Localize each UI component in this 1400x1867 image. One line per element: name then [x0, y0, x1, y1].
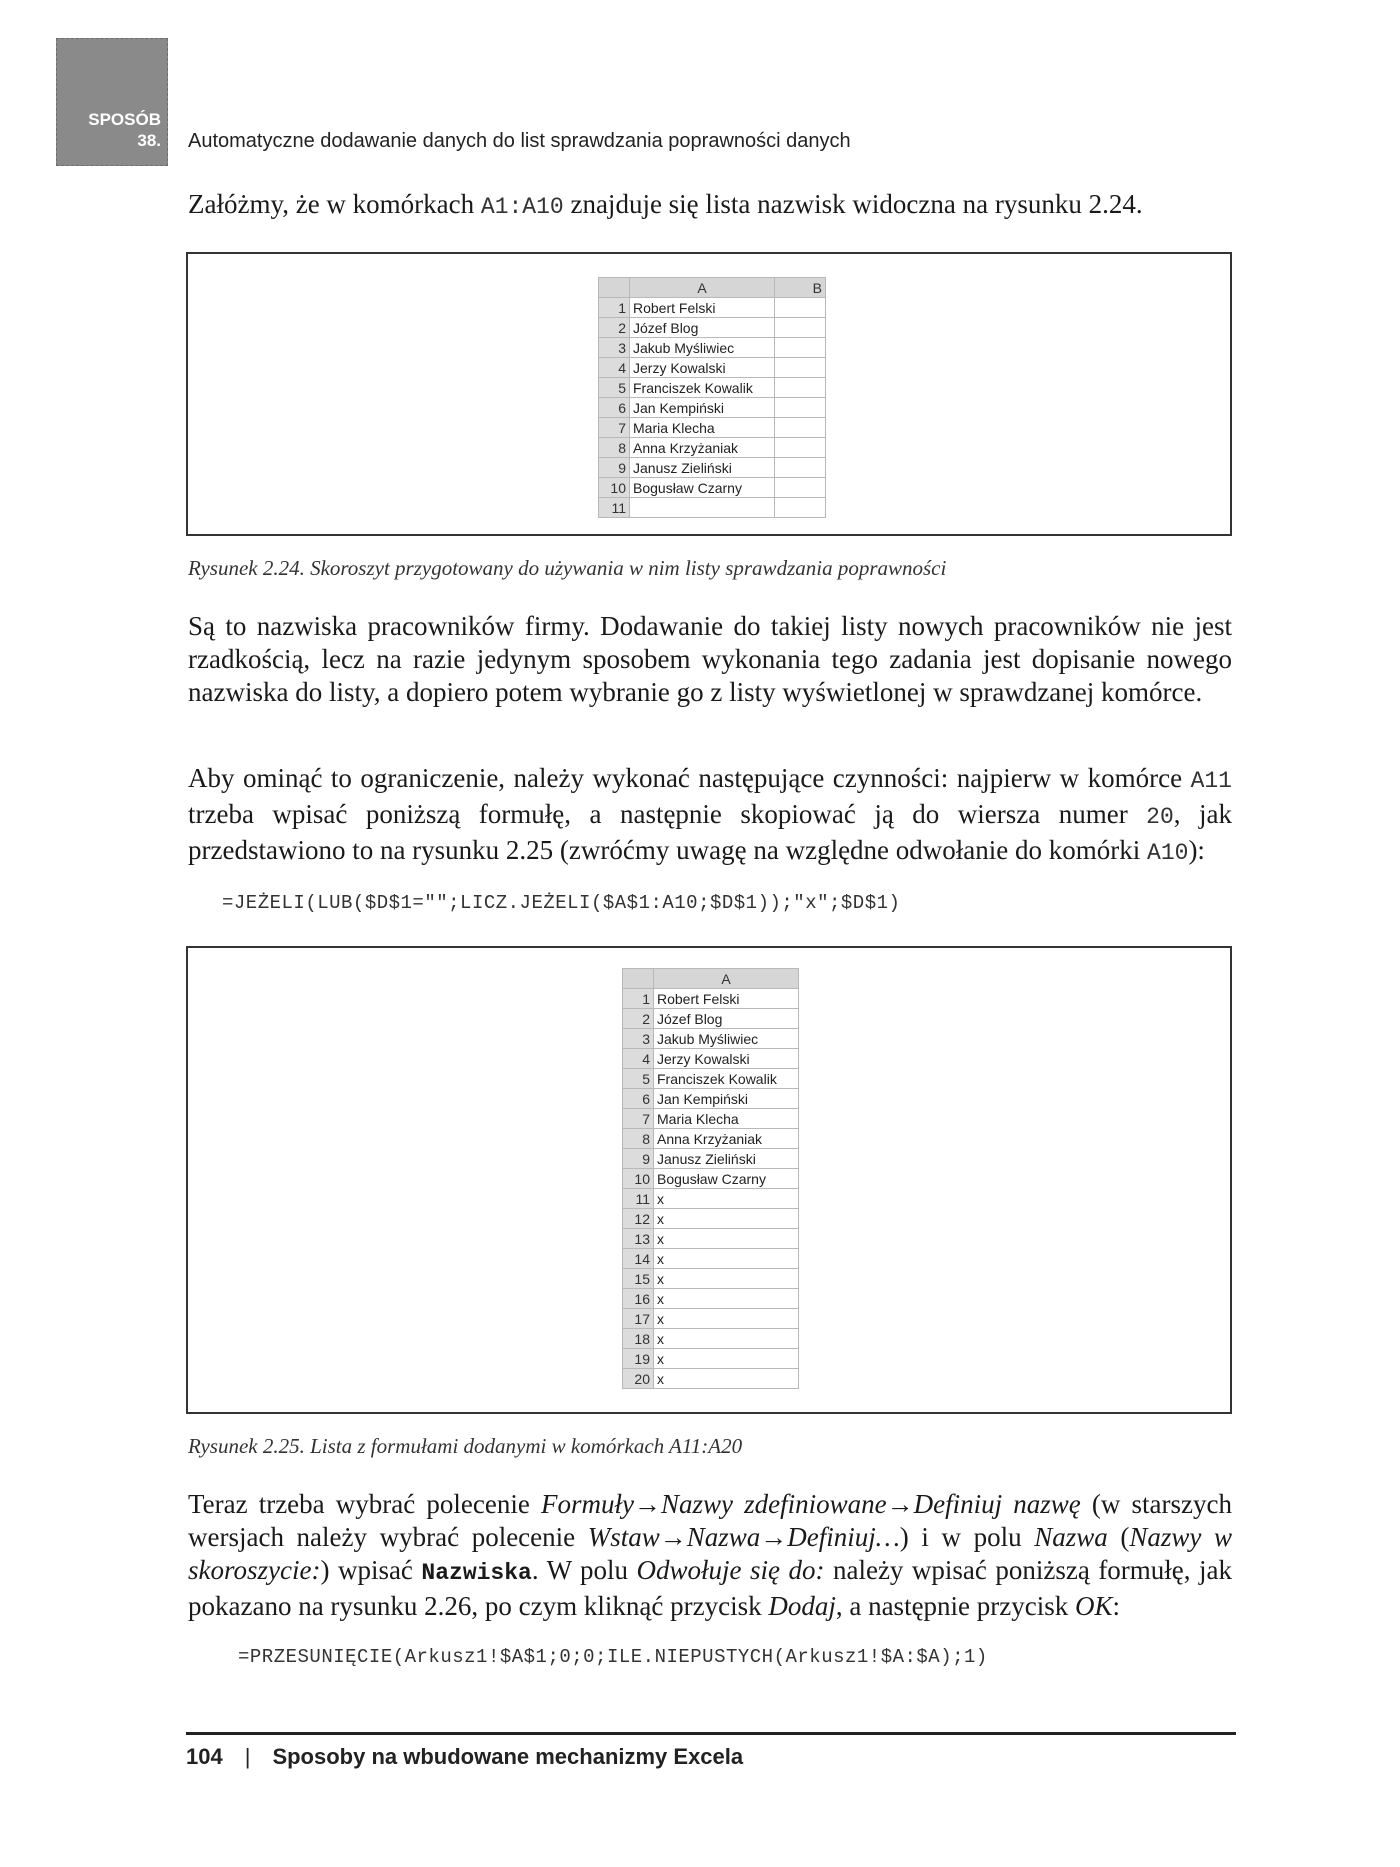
cell-a: x: [654, 1229, 799, 1249]
sheet-row: [599, 318, 826, 338]
row-header: 8: [599, 438, 630, 458]
column-header-b: B: [775, 278, 826, 298]
text: trzeba wpisać poniższą formułę, a następnie skopiować ją do wiersza numer: [188, 799, 1147, 829]
sheet-row: [623, 1069, 799, 1089]
row-header: 18: [623, 1329, 654, 1349]
sheet-row: [623, 1309, 799, 1329]
sheet-row: [623, 1029, 799, 1049]
row-header: 11: [623, 1189, 654, 1209]
corner-cell: [623, 969, 654, 989]
cell-a: x: [654, 1329, 799, 1349]
cell-a: Józef Blog: [654, 1009, 799, 1029]
paragraph-body-4: [188, 1488, 1232, 1623]
tab-label-line2: 38.: [137, 131, 161, 150]
cell-a: Franciszek Kowalik: [630, 378, 775, 398]
row-header: 7: [599, 418, 630, 438]
cell-a: Jakub Myśliwiec: [630, 338, 775, 358]
button-name: Dodaj: [768, 1591, 836, 1621]
figure-2-24: [186, 252, 1232, 536]
row-header: 20: [623, 1369, 654, 1389]
cell-a: Jan Kempiński: [654, 1089, 799, 1109]
paragraph-intro: [188, 188, 1232, 224]
sheet-row: [623, 1189, 799, 1209]
field-name: Nazwy w skoroszycie:: [188, 1522, 1232, 1585]
sheet-row: [623, 1289, 799, 1309]
text: (: [1107, 1522, 1130, 1552]
column-header-row: [599, 278, 826, 298]
cell-a: Robert Felski: [630, 298, 775, 318]
row-header: 6: [623, 1089, 654, 1109]
cell-a: [630, 498, 775, 518]
row-header: 5: [623, 1069, 654, 1089]
cell-a: Bogusław Czarny: [654, 1169, 799, 1189]
cell-b: [775, 478, 826, 498]
row-header: 1: [623, 989, 654, 1009]
cell-b: [775, 298, 826, 318]
row-header: 3: [599, 338, 630, 358]
page-number: 104: [186, 1744, 223, 1769]
cell-a: x: [654, 1269, 799, 1289]
footer-separator: |: [244, 1744, 251, 1769]
cell-a: x: [654, 1349, 799, 1369]
page-footer: [186, 1744, 743, 1770]
text: . W polu: [531, 1555, 637, 1585]
range-name: Nazwiska: [421, 1560, 532, 1586]
row-header: 6: [599, 398, 630, 418]
row-header: 7: [623, 1109, 654, 1129]
sheet-row: [599, 378, 826, 398]
cell-a: x: [654, 1289, 799, 1309]
sheet-row: [599, 438, 826, 458]
row-header: 19: [623, 1349, 654, 1369]
row-header: 10: [599, 478, 630, 498]
running-head: Automatyczne dodawanie danych do list sprawdzania poprawności danych: [188, 130, 851, 152]
cell-ref: A1:A10: [480, 194, 564, 220]
sheet-row: [599, 338, 826, 358]
spreadsheet-figure-2: [622, 968, 799, 1389]
text: Teraz trzeba wybrać polecenie: [188, 1489, 541, 1519]
tab-label-line1: SPOSÓB: [88, 110, 161, 129]
row-header: 10: [623, 1169, 654, 1189]
column-header-a: A: [630, 278, 775, 298]
row-header: 16: [623, 1289, 654, 1309]
text: :: [1112, 1591, 1121, 1621]
row-header: 8: [623, 1129, 654, 1149]
button-name: OK: [1075, 1591, 1113, 1621]
row-header: 5: [599, 378, 630, 398]
chapter-tab: [56, 38, 168, 166]
sheet-row: [623, 1129, 799, 1149]
text: ):: [1188, 835, 1205, 865]
sheet-row: [623, 1009, 799, 1029]
corner-cell: [599, 278, 630, 298]
cell-a: Jerzy Kowalski: [654, 1049, 799, 1069]
paragraph-body-3: [188, 762, 1232, 870]
sheet-row: [623, 1369, 799, 1389]
figure-2-25: [186, 946, 1232, 1414]
book-title: Sposoby na wbudowane mechanizmy Excela: [272, 1744, 744, 1769]
cell-a: Jerzy Kowalski: [630, 358, 775, 378]
sheet-row: [623, 1269, 799, 1289]
cell-ref: A10: [1147, 840, 1189, 866]
row-header: 9: [599, 458, 630, 478]
cell-b: [775, 398, 826, 418]
text: Aby ominąć to ograniczenie, należy wykonać następujące czynności: najpierw w komórce: [188, 763, 1191, 793]
sheet-row: [599, 358, 826, 378]
column-header-row: [623, 969, 799, 989]
text: Załóżmy, że w komórkach: [188, 189, 481, 219]
cell-a: x: [654, 1189, 799, 1209]
row-header: 2: [623, 1009, 654, 1029]
cell-b: [775, 498, 826, 518]
menu-path: Wstaw→Nazwa→Definiuj…: [587, 1522, 900, 1552]
cell-a: Jan Kempiński: [630, 398, 775, 418]
sheet-row: [623, 1149, 799, 1169]
cell-a: x: [654, 1369, 799, 1389]
sheet-row: [623, 1089, 799, 1109]
text: należy wpisać poniższą formułę, jak pokazano na rysunku 2.26, po czym kliknąć przycisk: [188, 1555, 1233, 1621]
sheet-row: [599, 458, 826, 478]
sheet-row: [623, 1169, 799, 1189]
row-header: 15: [623, 1269, 654, 1289]
cell-b: [775, 378, 826, 398]
sheet-row: [623, 989, 799, 1009]
sheet-row: [623, 1329, 799, 1349]
row-header: 13: [623, 1229, 654, 1249]
cell-b: [775, 438, 826, 458]
row-header: 2: [599, 318, 630, 338]
row-header: 14: [623, 1249, 654, 1269]
spreadsheet-figure-1: [598, 277, 826, 518]
cell-a: Franciszek Kowalik: [654, 1069, 799, 1089]
sheet-row: [623, 1349, 799, 1369]
cell-a: Janusz Zieliński: [630, 458, 775, 478]
menu-path: Formuły→Nazwy zdefiniowane→Definiuj nazwę: [540, 1489, 1081, 1519]
sheet-row: [599, 478, 826, 498]
cell-a: Maria Klecha: [654, 1109, 799, 1129]
cell-a: Anna Krzyżaniak: [630, 438, 775, 458]
formula-jezeli: =JEŻELI(LUB($D$1="";LICZ.JEŻELI($A$1:A10;$D$1));"x";$D$1): [222, 892, 901, 914]
column-header-a: A: [654, 969, 799, 989]
row-header: 3: [623, 1029, 654, 1049]
cell-b: [775, 358, 826, 378]
row-header: 17: [623, 1309, 654, 1329]
row-header: 1: [599, 298, 630, 318]
row-number: 20: [1146, 804, 1174, 830]
cell-a: Janusz Zieliński: [654, 1149, 799, 1169]
sheet-row: [599, 398, 826, 418]
chapter-tab-label: [88, 109, 161, 151]
cell-ref: A11: [1190, 768, 1232, 794]
text: znajduje się lista nazwisk widoczna na rysunku 2.24.: [563, 189, 1143, 219]
row-header: 4: [599, 358, 630, 378]
sheet-row: [599, 498, 826, 518]
cell-a: x: [654, 1309, 799, 1329]
cell-a: x: [654, 1249, 799, 1269]
footer-rule: [186, 1732, 1236, 1735]
field-name: Odwołuje się do:: [636, 1555, 825, 1585]
row-header: 12: [623, 1209, 654, 1229]
cell-a: x: [654, 1209, 799, 1229]
sheet-row: [623, 1209, 799, 1229]
figure-caption-2-25: Rysunek 2.25. Lista z formułami dodanymi w komórkach A11:A20: [188, 1434, 743, 1458]
paragraph-body-2: Są to nazwiska pracowników firmy. Dodawanie do takiej listy nowych pracowników nie jest rzadkością, lecz na razie jedynym sposobem wykonania tego zadania jest dopisanie nowego nazwiska do listy, a dopiero potem wybranie go z listy wyświetlonej w sprawdzanej komórce.: [188, 611, 1232, 707]
cell-a: Bogusław Czarny: [630, 478, 775, 498]
cell-a: Robert Felski: [654, 989, 799, 1009]
sheet-row: [623, 1229, 799, 1249]
cell-a: Józef Blog: [630, 318, 775, 338]
cell-a: Anna Krzyżaniak: [654, 1129, 799, 1149]
cell-b: [775, 458, 826, 478]
text: (w starszych wersjach należy wybrać polecenie: [188, 1489, 1232, 1552]
text: ) i w polu: [899, 1522, 1035, 1552]
row-header: 9: [623, 1149, 654, 1169]
sheet-row: [623, 1049, 799, 1069]
field-name: Nazwa: [1034, 1522, 1108, 1552]
text: ) wpisać: [320, 1555, 422, 1585]
sheet-row: [599, 418, 826, 438]
text: , a następnie przycisk: [835, 1591, 1076, 1621]
text: , jak przedstawiono to na rysunku 2.25 (zwróćmy uwagę na względne odwołanie do komórki: [188, 799, 1232, 865]
row-header: 4: [623, 1049, 654, 1069]
cell-a: Maria Klecha: [630, 418, 775, 438]
sheet-row: [623, 1249, 799, 1269]
sheet-row: [599, 298, 826, 318]
formula-przesuniecie: =PRZESUNIĘCIE(Arkusz1!$A$1;0;0;ILE.NIEPUSTYCH(Arkusz1!$A:$A);1): [238, 1646, 988, 1668]
sheet-row: [623, 1109, 799, 1129]
figure-caption-2-24: Rysunek 2.24. Skoroszyt przygotowany do używania w nim listy sprawdzania poprawności: [188, 556, 947, 580]
cell-b: [775, 318, 826, 338]
cell-b: [775, 418, 826, 438]
cell-b: [775, 338, 826, 358]
cell-a: Jakub Myśliwiec: [654, 1029, 799, 1049]
row-header: 11: [599, 498, 630, 518]
